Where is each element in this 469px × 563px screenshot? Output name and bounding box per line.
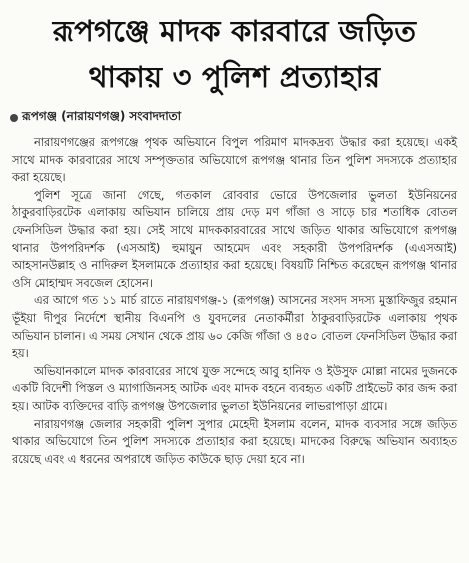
byline-place: রূপগঞ্জ (নারায়ণগঞ্জ)	[22, 109, 126, 123]
paragraph-1: নারায়ণগঞ্জের রূপগঞ্জে পৃথক অভিযানে বিপুল পরিমাণ মাদকদ্রব্য উদ্ধার করা হয়েছে। একই সাথে মাদক কারবারের সাথে সম্পৃক্ততার অভিযোগে রূপগঞ্জ থানার তিন পুলিশ সদস্যকে প্রত্যাহার করা হয়েছে।	[12, 136, 457, 185]
paragraph-3: এর আগে গত ১১ মার্চ রাতে নারায়ণগঞ্জ-১ (রূপগঞ্জ) আসনের সংসদ সদস্য মুস্তাফিজুর রহমান ভূঁইয়া দীপুর নির্দেশে স্থানীয় বিএনপি ও যুবদলের নেতাকর্মীরা ঠাকুরবাড়িরটেক এলাকায় পৃথক অভিযান চালান। এ সময় সেখান থেকে প্রায় ৬০ কেজি গাঁজা ও ৪৫০ বোতল ফেনসিডিল উদ্ধার করা হয়।	[12, 294, 457, 361]
headline	[10, 8, 459, 100]
byline	[10, 108, 459, 128]
bullet-icon	[10, 114, 18, 122]
paragraph-2: পুলিশ সূত্রে জানা গেছে, গতকাল রোববার ভোরে উপজেলার ভুলতা ইউনিয়নের ঠাকুরবাড়িরটেক এলাকায় অভিযান চালিয়ে প্রায় দেড় মণ গাঁজা ও সাড়ে চার শতাধিক বোতল ফেনসিডিল উদ্ধার করা হয়। সেই সাথে মাদককারবারের সাথে জড়িত থাকার অভিযোগে রূপগঞ্জ থানার উপপরিদর্শক (এসআই) হুমায়ুন আহমেদ এবং সহকারী উপপরিদর্শক (এএসআই) আহসানউল্লাহ ও নাদিরুল ইসলামকে প্রত্যাহার করা হয়েছে। বিষয়টি নিশ্চিত করেছেন রূপগঞ্জ থানার ওসি মোহাম্মদ সবজেল হোসেন।	[12, 188, 457, 290]
paragraph-5: নারায়ণগঞ্জ জেলার সহকারী পুলিশ সুপার মেহেদী ইসলাম বলেন, মাদক ব্যবসার সঙ্গে জড়িত থাকার অভিযোগে তিন পুলিশ সদস্যকে প্রত্যাহার করা হয়েছে। মাদকের বিরুদ্ধে অভিযান অব্যাহত রয়েছে এবং এ ধরনের অপরাধে জড়িত কাউকে ছাড় দেয়া হবে না।	[12, 417, 457, 466]
article-body	[12, 134, 457, 468]
headline-line-2: থাকায় ৩ পুলিশ প্রত্যাহার	[88, 60, 381, 94]
byline-role: সংবাদদাতা	[129, 109, 182, 123]
headline-line-1: রূপগঞ্জে মাদক কারবারে জড়িত	[52, 14, 417, 48]
paragraph-4: অভিযানকালে মাদক কারবারের সাথে যুক্ত সন্দেহে আবু হানিফ ও ইউসুফ মোল্লা নামের দুজনকে একটি বিদেশী পিস্তল ও ম্যাগাজিনসহ আটক এবং মাদক বহনে ব্যবহৃত একটি প্রাইভেট কার জব্দ করা হয়। আটক ব্যক্তিদের বাড়ি রূপগঞ্জ উপজেলার ভুলতা ইউনিয়নের লাভরাপাড়া গ্রামে।	[12, 364, 457, 413]
